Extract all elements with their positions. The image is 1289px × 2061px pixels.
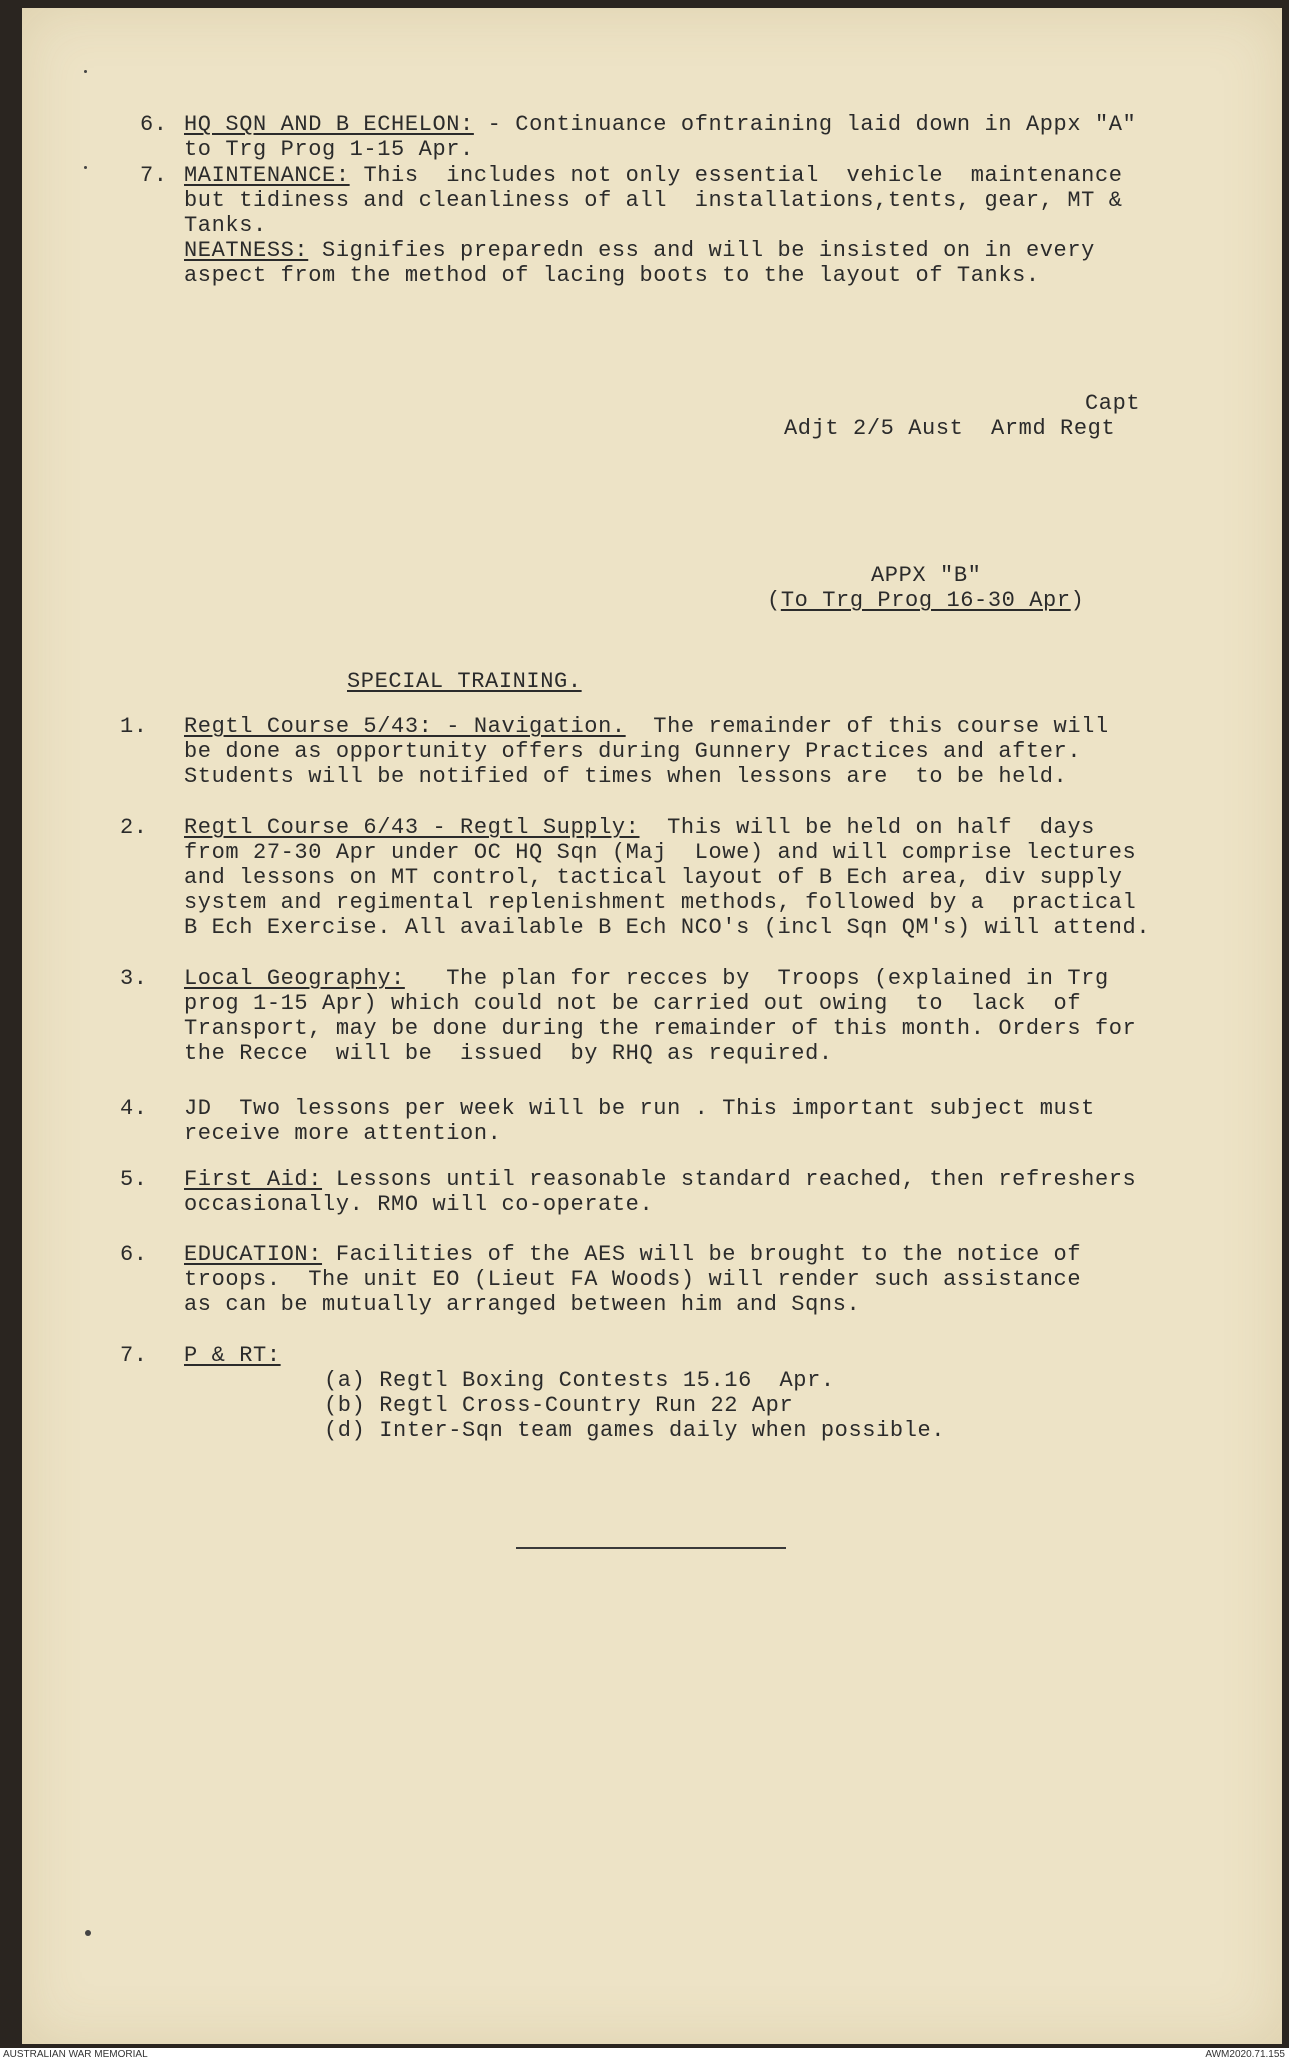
section-text: This includes not only essential vehicle maintenance [349,163,1123,188]
item-3-line-4: the Recce will be issued by RHQ as required. [184,1041,833,1066]
item-5-line-2: occasionally. RMO will co-operate. [184,1192,654,1217]
prt-line-d: (d) Inter-Sqn team games daily when possible. [324,1418,946,1443]
item-2-line-2: from 27-30 Apr under OC HQ Sqn (Maj Lowe) and will comprise lectures [184,840,1137,865]
paren: ( [767,588,781,613]
item-heading: Local Geography: [184,966,405,991]
pencil-mark [84,166,87,169]
item-text: The plan for recces by Troops (explained in Trg [404,966,1109,991]
item-1-line-3: Students will be notified of times when lessons are to be held. [184,764,1068,789]
section-text: Signifies preparedn ess and will be insisted on in every [308,238,1095,263]
item-text: The remainder of this course will [625,714,1109,739]
item-number: 4. [120,1096,148,1121]
section-heading: HQ SQN AND B ECHELON: [184,112,474,137]
item-2-line-4: system and regimental replenishment methods, followed by a practical [184,890,1137,915]
signature-rank: Capt [1085,391,1141,416]
section-text: - Continuance ofntraining laid down in Appx "A" [473,112,1137,137]
item-number: 7. [120,1343,148,1368]
end-rule [516,1547,786,1549]
neatness-line-2: aspect from the method of lacing boots to the layout of Tanks. [184,263,1040,288]
pencil-mark [85,1930,91,1936]
item-4-line-1: JD Two lessons per week will be run . This important subject must [184,1096,1095,1121]
footer-right: AWM2020.71.155 [1205,2049,1285,2060]
appendix-subtitle [767,588,1084,613]
section-6-line-2: to Trg Prog 1-15 Apr. [184,137,474,162]
item-text: This will be held on half days [639,815,1095,840]
appendix-subtitle-text: To Trg Prog 16-30 Apr [780,588,1071,613]
item-3-line-3: Transport, may be done during the remainder of this month. Orders for [184,1016,1137,1041]
prt-line-b: (b) Regtl Cross-Country Run 22 Apr [324,1393,794,1418]
neatness-line-1 [184,238,1095,263]
pencil-mark [84,70,87,73]
item-number: 3. [120,966,148,991]
item-5-line-1 [184,1167,1136,1192]
section-heading: NEATNESS: [184,238,309,263]
item-number: 5. [120,1167,148,1192]
item-2-line-3: and lessons on MT control, tactical layout of B Ech area, div supply [184,865,1123,890]
paren: ) [1070,588,1085,613]
item-heading: Regtl Course 6/43 - Regtl Supply: [184,815,640,840]
item-3-line-1 [184,966,1109,991]
item-6-line-1 [184,1242,1081,1267]
item-1-line-1 [184,714,1109,739]
section-heading: MAINTENANCE: [184,163,350,188]
item-text: Facilities of the AES will be brought to the notice of [322,1242,1082,1267]
item-2-line-5: B Ech Exercise. All available B Ech NCO's (incl Sqn QM's) will attend. [184,915,1151,940]
item-6-line-2: troops. The unit EO (Lieut FA Woods) will render such assistance [184,1267,1082,1292]
item-3-line-2: prog 1-15 Apr) which could not be carried out owing to lack of [184,991,1082,1016]
appendix-title: APPX "B" [871,563,982,588]
section-number: 6. [140,112,168,137]
item-number: 1. [120,714,148,739]
section-number: 7. [140,163,168,188]
section-7-line-3: Tanks. [184,213,267,238]
item-heading: Regtl Course 5/43: - Navigation. [184,714,626,739]
item-text: Lessons until reasonable standard reached, then refreshers [322,1167,1137,1192]
special-training-heading: SPECIAL TRAINING. [347,669,582,694]
prt-line-a: (a) Regtl Boxing Contests 15.16 Apr. [324,1368,835,1393]
item-1-line-2: be done as opportunity offers during Gunnery Practices and after. [184,739,1082,764]
item-4-line-2: receive more attention. [184,1121,502,1146]
signature-title: Adjt 2/5 Aust Armd Regt [784,416,1116,441]
item-heading: EDUCATION: [184,1242,323,1267]
document-page [22,8,1282,2044]
item-2-line-1 [184,815,1095,840]
item-number: 6. [120,1242,148,1267]
item-6-line-3: as can be mutually arranged between him and Sqns. [184,1292,861,1317]
item-heading: First Aid: [184,1167,323,1192]
section-6-line-1 [184,112,1136,137]
section-7-line-1 [184,163,1123,188]
section-7-line-2: but tidiness and cleanliness of all installations,tents, gear, MT & [184,188,1123,213]
footer-left: AUSTRALIAN WAR MEMORIAL [3,2049,148,2060]
item-number: 2. [120,815,148,840]
item-heading: P & RT: [184,1343,281,1368]
footer [0,2048,1289,2061]
